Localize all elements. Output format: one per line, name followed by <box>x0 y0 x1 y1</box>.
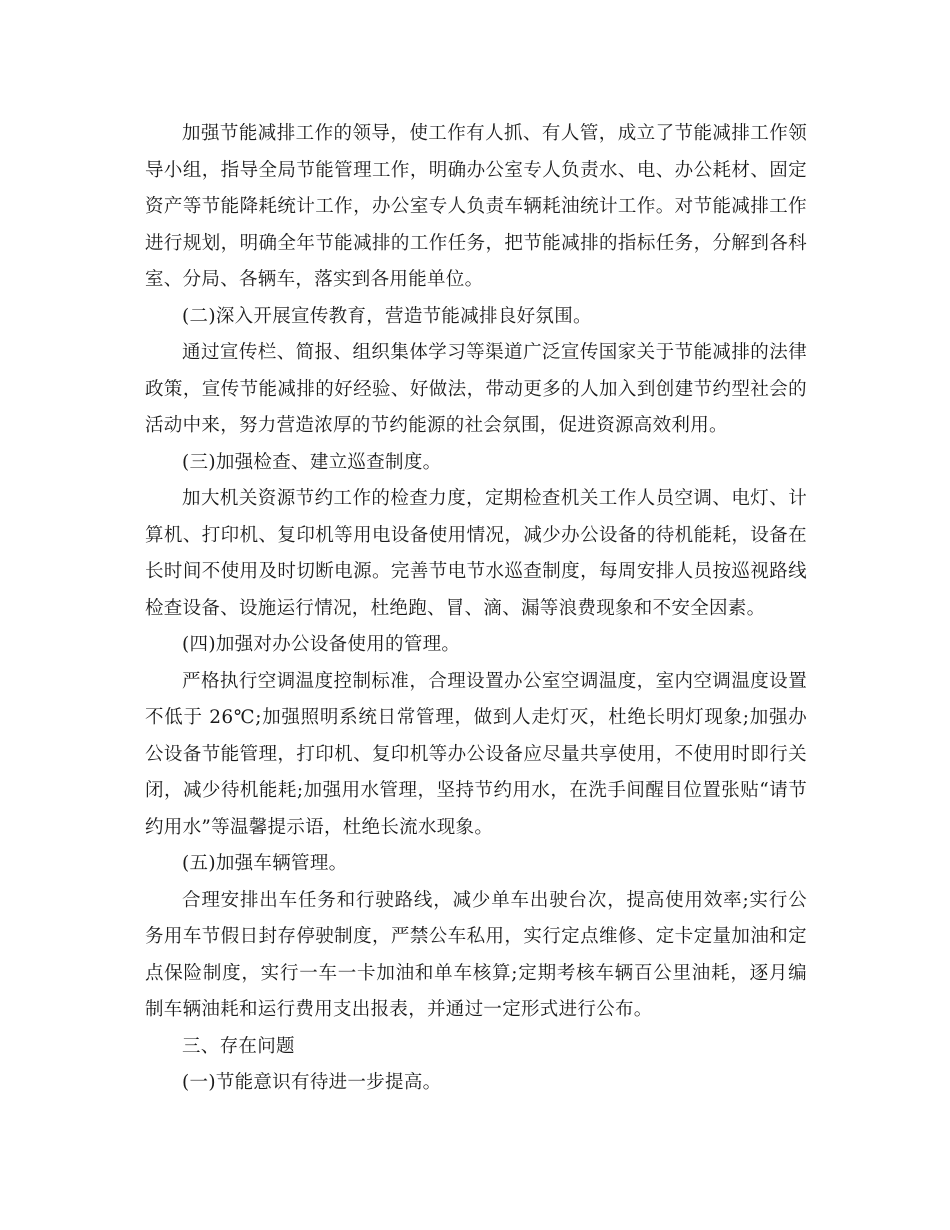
heading-vehicles: (五)加强车辆管理。 <box>182 853 348 874</box>
heading-office-equipment: (四)加强对办公设备使用的管理。 <box>182 634 461 655</box>
paragraph-leadership: 加强节能减排工作的领导，使工作有人抓、有人管，成立了节能减排工作领导小组，指导全局节能管理工作，明确办公室专人负责水、电、办公耗材、固定资产等节能降耗统计工作，办公室专人负责车辆耗油统计工作。对节能减排工作进行规划，明确全年节能减排的工作任务，把节能减排的指标任务，分解到各科室、分局、各辆车，落实到各用能单位。 <box>145 123 807 290</box>
paragraph-inspection: 加大机关资源节约工作的检查力度，定期检查机关工作人员空调、电灯、计算机、打印机、复印机等用电设备使用情况，减少办公设备的待机能耗，设备在长时间不使用及时切断电源。完善节电节水巡查制度，每周安排人员按巡视路线检查设备、设施运行情况，杜绝跑、冒、滴、漏等浪费现象和不安全因素。 <box>145 488 807 619</box>
paragraph-publicity: 通过宣传栏、简报、组织集体学习等渠道广泛宣传国家关于节能减排的法律政策，宣传节能减排的好经验、好做法，带动更多的人加入到创建节约型社会的活动中来，努力营造浓厚的节约能源的社会氛围，促进资源高效利用。 <box>145 342 807 436</box>
paragraph-vehicles: 合理安排出车任务和行驶路线，减少单车出驶台次，提高使用效率;实行公务用车节假日封存停驶制度，严禁公车私用，实行定点维修、定卡定量加油和定点保险制度，实行一车一卡加油和单车核算;定期考核车辆百公里油耗，逐月编制车辆油耗和运行费用支出报表，并通过一定形式进行公布。 <box>145 889 807 1020</box>
heading-existing-problems: 三、存在问题 <box>182 1035 295 1057</box>
document-body <box>145 116 807 1102</box>
heading-awareness: (一)节能意识有待进一步提高。 <box>182 1072 442 1093</box>
paragraph-office-equipment: 严格执行空调温度控制标准，合理设置办公室空调温度，室内空调温度设置不低于 26℃;加强照明系统日常管理，做到人走灯灭，杜绝长明灯现象;加强办公设备节能管理，打印机、复印机等办公设备应尽量共享使用，不使用时即行关闭，减少待机能耗;加强用水管理，坚持节约用水，在洗手间醒目位置张贴“请节约用水”等温馨提示语，杜绝长流水现象。 <box>145 670 807 838</box>
heading-inspection: (三)加强检查、建立巡查制度。 <box>182 451 442 473</box>
heading-publicity: (二)深入开展宣传教育，营造节能减排良好氛围。 <box>182 305 592 327</box>
